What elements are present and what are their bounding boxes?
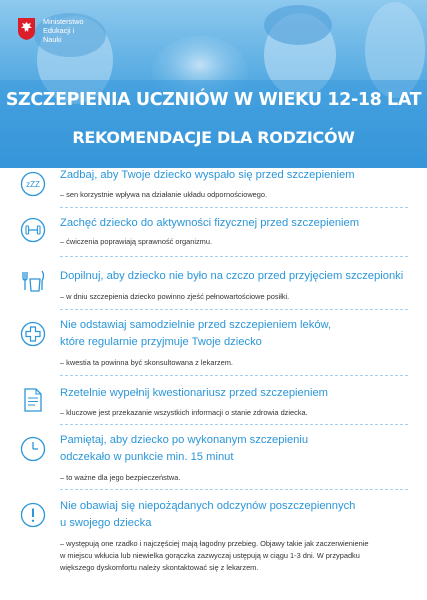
tip-wait <box>20 432 412 488</box>
tip-heading-line2: u swojego dziecka <box>60 517 152 529</box>
tip-heading: Zadbaj, aby Twoje dziecko wyspało się przed szczepieniem <box>60 169 355 181</box>
tip-heading: Rzetelnie wypełnij kwestionariusz przed szczepieniem <box>60 387 328 399</box>
page-subtitle: REKOMENDACJE DLA RODZICÓW <box>72 128 355 147</box>
tip-heading-line2: odczekało w punkcie min. 15 minut <box>60 451 234 463</box>
clock-icon <box>20 436 46 462</box>
tip-meal <box>20 265 412 307</box>
tip-description: – to ważne dla jego bezpieczeństwa. <box>60 473 181 482</box>
tip-medication <box>20 317 412 373</box>
tip-heading: Zachęć dziecko do aktywności fizycznej przed szczepieniem <box>60 217 360 229</box>
tip-description-line3: większego dyskomfortu należy skontaktować się z lekarzem. <box>60 563 259 572</box>
tip-heading-line1: Nie odstawiaj samodzielnie przed szczepieniem leków, <box>60 319 332 331</box>
divider <box>60 489 408 490</box>
header-banner <box>0 0 427 168</box>
divider <box>60 375 408 376</box>
tip-description: – sen korzystnie wpływa na działanie układu odpornościowego. <box>60 190 268 199</box>
divider <box>60 424 408 425</box>
tip-sleep <box>20 167 412 209</box>
sleep-icon <box>20 171 46 197</box>
questionnaire-icon <box>20 387 46 413</box>
divider <box>60 309 408 310</box>
ministry-name: Ministerstwo Edukacji i Nauki <box>43 17 84 44</box>
tip-description-line2: w miejscu wkłucia lub niewielka gorączka zazwyczaj ustępują w ciągu 1-3 dni. W przypadku <box>60 551 360 560</box>
divider <box>60 256 408 257</box>
tip-heading: Dopilnuj, aby dziecko nie było na czczo przed przyjęciem szczepionki <box>60 270 404 282</box>
medical-cross-icon <box>20 321 46 347</box>
tip-description-line1: – występują one rzadko i najczęściej mają łagodny przebieg. Objawy takie jak zaczerwienienie <box>60 539 369 548</box>
tip-reactions <box>20 498 412 590</box>
tip-description: – kluczowe jest przekazanie wszystkich informacji o stanie zdrowia dziecka. <box>60 408 308 417</box>
ministry-logo <box>17 17 89 44</box>
page-title: SZCZEPIENIA UCZNIÓW W WIEKU 12-18 LAT <box>5 90 422 110</box>
svg-text:zZZ: zZZ <box>26 180 40 189</box>
tip-questionnaire <box>20 385 412 427</box>
tip-description: – ćwiczenia poprawiają sprawność organizmu. <box>60 237 212 246</box>
dumbbell-icon <box>20 217 46 243</box>
tip-description: – kwestia ta powinna być skonsultowana z lekarzem. <box>60 358 233 367</box>
tip-activity <box>20 215 412 255</box>
polish-eagle-icon <box>17 17 36 41</box>
tip-heading-line1: Nie obawiaj się niepożądanych odczynów poszczepiennych <box>60 500 356 512</box>
warning-icon <box>20 502 46 528</box>
divider <box>60 207 408 208</box>
tip-description: – w dniu szczepienia dziecko powinno zjeść pełnowartościowe posiłki. <box>60 292 290 301</box>
tip-heading-line2: które regularnie przyjmuje Twoje dziecko <box>60 336 262 348</box>
tip-heading-line1: Pamiętaj, aby dziecko po wykonanym szczepieniu <box>60 434 309 446</box>
meal-icon <box>20 268 46 294</box>
